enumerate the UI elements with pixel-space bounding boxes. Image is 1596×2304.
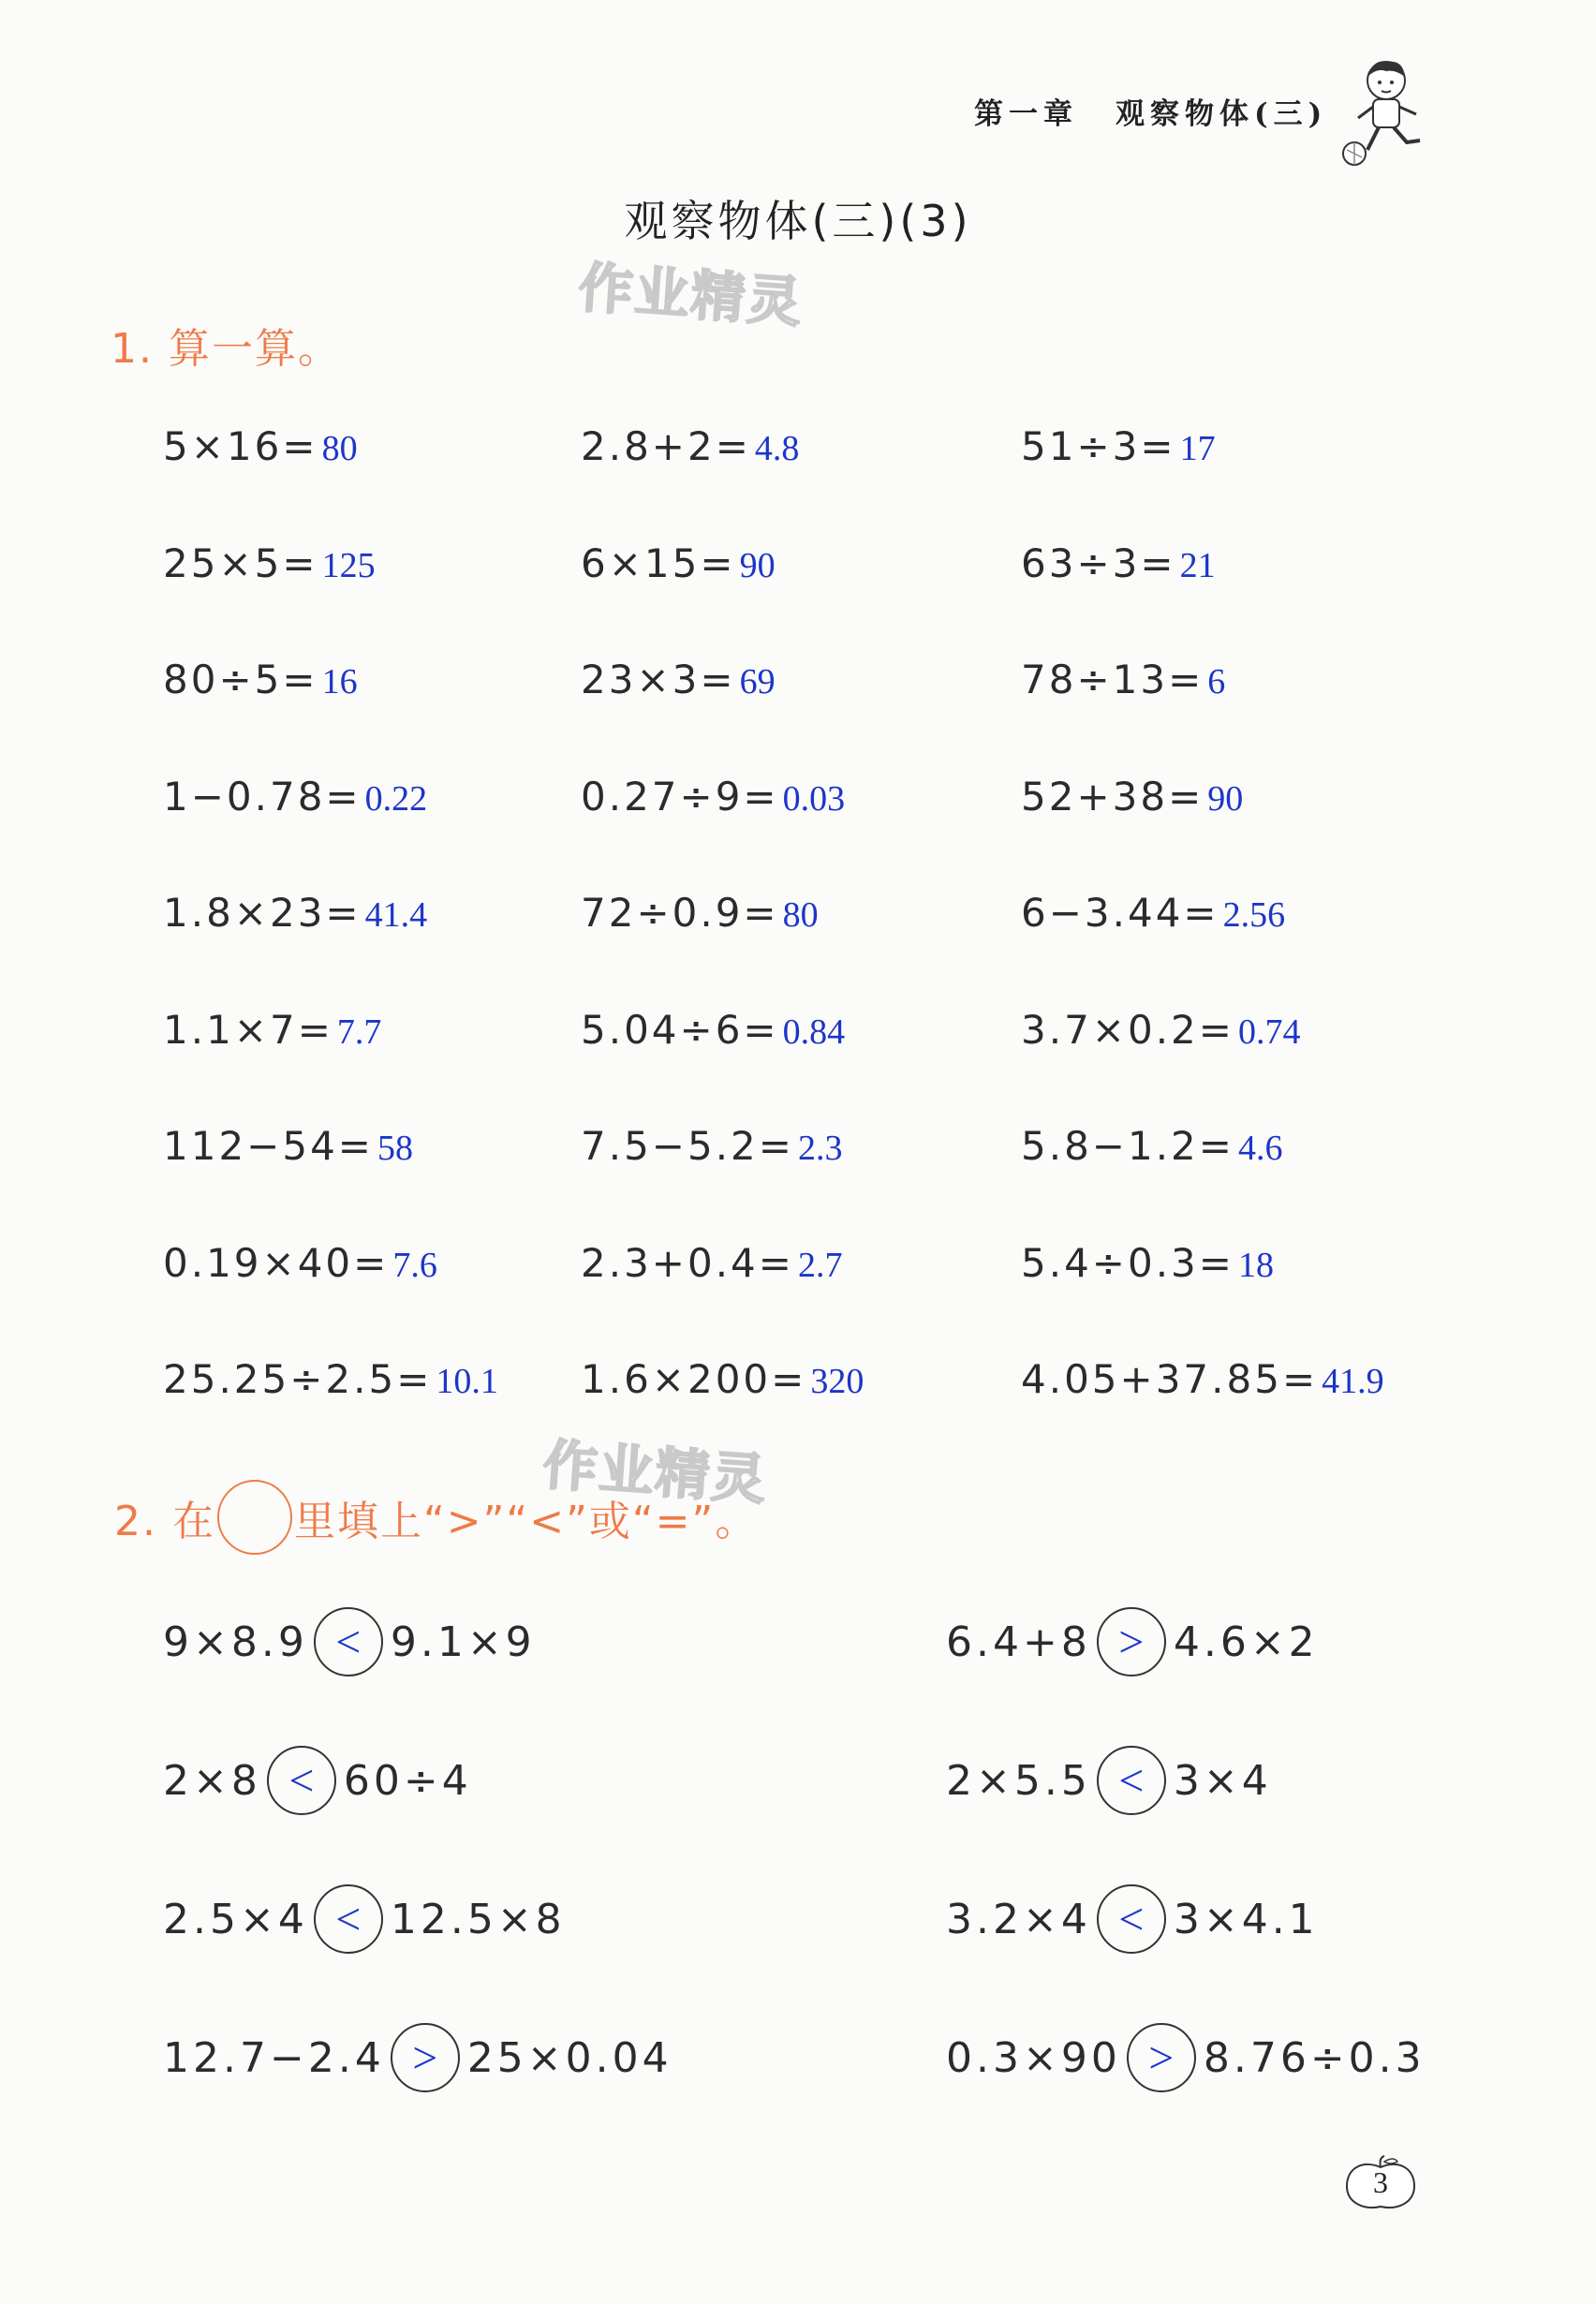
comparison-item bbox=[946, 1607, 1319, 1676]
problem-answer: 90 bbox=[1207, 778, 1244, 819]
problem-answer: 2.7 bbox=[797, 1245, 843, 1285]
calc-problem bbox=[1021, 1007, 1300, 1053]
page-title: 观察物体(三)(3) bbox=[624, 196, 972, 246]
problem-answer: 125 bbox=[321, 545, 376, 585]
comparison-sign: < bbox=[1097, 1746, 1166, 1815]
problem-answer: 2.56 bbox=[1222, 895, 1286, 935]
problem-answer: 2.3 bbox=[797, 1129, 843, 1168]
topic-label: 观察物体(三) bbox=[1116, 97, 1328, 131]
comparison-item bbox=[163, 1884, 566, 1954]
problem-expression: 23×3= bbox=[581, 657, 736, 702]
problem-answer: 4.8 bbox=[754, 429, 800, 468]
problem-answer: 18 bbox=[1237, 1245, 1274, 1285]
watermark: 作业精灵 bbox=[576, 255, 805, 335]
comparison-right: 12.5×8 bbox=[390, 1895, 566, 1943]
problem-expression: 25.25÷2.5= bbox=[163, 1356, 433, 1402]
problem-expression: 1.1×7= bbox=[163, 1006, 333, 1053]
problem-expression: 2.3+0.4= bbox=[581, 1239, 794, 1286]
comparison-left: 2.5×4 bbox=[163, 1895, 308, 1943]
problem-answer: 80 bbox=[782, 895, 819, 935]
problem-answer: 90 bbox=[739, 545, 776, 585]
problem-answer: 4.6 bbox=[1237, 1129, 1283, 1168]
calc-problem bbox=[581, 540, 776, 586]
watermark: 作业精灵 bbox=[540, 1432, 770, 1513]
comparison-item bbox=[163, 2023, 672, 2092]
calc-problem bbox=[581, 1356, 864, 1402]
section-2-title-prefix: 2. 在 bbox=[114, 1498, 215, 1545]
problem-expression: 80÷5= bbox=[163, 657, 318, 702]
calc-problem bbox=[581, 890, 819, 936]
problem-expression: 1−0.78= bbox=[163, 773, 362, 820]
problem-expression: 4.05+37.85= bbox=[1021, 1356, 1319, 1402]
calc-problem bbox=[163, 774, 427, 820]
problem-answer: 41.4 bbox=[364, 895, 428, 935]
calc-problem bbox=[581, 1007, 845, 1053]
comparison-left: 6.4+8 bbox=[946, 1617, 1091, 1666]
calc-problem bbox=[581, 423, 799, 469]
comparison-left: 3.2×4 bbox=[946, 1895, 1091, 1943]
problem-answer: 7.6 bbox=[392, 1245, 437, 1285]
comparison-item bbox=[946, 1884, 1319, 1954]
calc-problem bbox=[581, 657, 776, 702]
calc-problem bbox=[1021, 1123, 1282, 1169]
problem-answer: 17 bbox=[1179, 429, 1216, 468]
comparison-sign: < bbox=[1097, 1884, 1166, 1954]
problem-expression: 5.8−1.2= bbox=[1021, 1123, 1234, 1169]
calc-problem bbox=[581, 1240, 842, 1286]
calc-problem bbox=[1021, 1240, 1274, 1286]
comparison-left: 2×8 bbox=[163, 1756, 261, 1805]
problem-answer: 0.84 bbox=[782, 1012, 846, 1052]
comparison-sign: > bbox=[391, 2023, 460, 2092]
calc-problem bbox=[163, 657, 358, 702]
problem-expression: 5×16= bbox=[163, 423, 318, 469]
problem-expression: 63÷3= bbox=[1021, 539, 1176, 586]
problem-answer: 0.74 bbox=[1237, 1012, 1301, 1052]
problem-expression: 5.4÷0.3= bbox=[1021, 1239, 1234, 1286]
problem-answer: 41.9 bbox=[1322, 1362, 1384, 1401]
problem-expression: 5.04÷6= bbox=[581, 1006, 779, 1053]
boy-mascot-icon bbox=[1330, 52, 1452, 174]
comparison-left: 2×5.5 bbox=[946, 1756, 1091, 1805]
section-2-title-suffix: 里填上“>”“<”或“=”。 bbox=[293, 1498, 759, 1545]
calc-problem bbox=[163, 423, 358, 469]
section-2-title bbox=[114, 1480, 758, 1555]
comparison-sign: < bbox=[267, 1746, 336, 1815]
calc-problem bbox=[163, 540, 376, 586]
calc-problem bbox=[163, 890, 427, 936]
problem-expression: 52+38= bbox=[1021, 773, 1204, 820]
problem-answer: 0.03 bbox=[782, 778, 846, 819]
problem-expression: 0.27÷9= bbox=[581, 773, 779, 820]
problem-answer: 10.1 bbox=[436, 1362, 498, 1401]
problem-answer: 0.22 bbox=[364, 778, 428, 819]
comparison-right: 4.6×2 bbox=[1173, 1617, 1319, 1666]
problem-expression: 78÷13= bbox=[1021, 657, 1204, 702]
problem-expression: 1.8×23= bbox=[163, 890, 362, 936]
comparison-right: 8.76÷0.3 bbox=[1203, 2033, 1426, 2082]
blank-circle-icon bbox=[217, 1480, 292, 1555]
chapter-label: 第一章 bbox=[974, 97, 1078, 131]
problem-answer: 16 bbox=[321, 662, 358, 702]
problem-expression: 112−54= bbox=[163, 1123, 374, 1169]
calc-problem bbox=[1021, 657, 1225, 702]
calc-problem bbox=[163, 1356, 498, 1402]
comparison-right: 3×4.1 bbox=[1173, 1895, 1319, 1943]
calc-problem bbox=[581, 1123, 842, 1169]
calc-problem bbox=[1021, 774, 1243, 820]
problem-answer: 320 bbox=[810, 1362, 864, 1401]
problem-expression: 6−3.44= bbox=[1021, 890, 1219, 936]
comparison-sign: > bbox=[1127, 2023, 1196, 2092]
problem-expression: 2.8+2= bbox=[581, 423, 751, 469]
comparison-left: 12.7−2.4 bbox=[163, 2033, 385, 2082]
calc-problem bbox=[581, 774, 845, 820]
page-number: 3 bbox=[1373, 2165, 1388, 2199]
comparison-left: 0.3×90 bbox=[946, 2033, 1121, 2082]
problem-answer: 21 bbox=[1179, 545, 1216, 585]
chapter-header bbox=[974, 90, 1327, 132]
problem-expression: 1.6×200= bbox=[581, 1356, 807, 1402]
comparison-left: 9×8.9 bbox=[163, 1617, 308, 1666]
problem-answer: 58 bbox=[377, 1129, 413, 1168]
problem-expression: 0.19×40= bbox=[163, 1239, 390, 1286]
comparison-right: 25×0.04 bbox=[466, 2033, 672, 2082]
problem-expression: 72÷0.9= bbox=[581, 890, 779, 936]
comparison-sign: > bbox=[1097, 1607, 1166, 1676]
problem-answer: 7.7 bbox=[336, 1012, 382, 1052]
comparison-item bbox=[163, 1607, 536, 1676]
problem-expression: 25×5= bbox=[163, 539, 318, 586]
problem-expression: 3.7×0.2= bbox=[1021, 1006, 1234, 1053]
problem-expression: 7.5−5.2= bbox=[581, 1123, 794, 1169]
comparison-right: 9.1×9 bbox=[390, 1617, 536, 1666]
calc-problem bbox=[163, 1240, 437, 1286]
problem-expression: 51÷3= bbox=[1021, 423, 1176, 469]
calc-problem bbox=[1021, 423, 1216, 469]
problem-answer: 6 bbox=[1207, 662, 1226, 702]
page-number-badge bbox=[1341, 2154, 1420, 2212]
comparison-item bbox=[163, 1746, 472, 1815]
calc-problem bbox=[163, 1123, 413, 1169]
problem-answer: 69 bbox=[739, 662, 776, 702]
problem-answer: 80 bbox=[321, 429, 358, 468]
comparison-sign: < bbox=[314, 1884, 383, 1954]
comparison-sign: < bbox=[314, 1607, 383, 1676]
comparison-right: 60÷4 bbox=[343, 1756, 472, 1805]
section-1-title: 1. 算一算。 bbox=[111, 325, 341, 373]
comparison-item bbox=[946, 1746, 1272, 1815]
comparison-item bbox=[946, 2023, 1426, 2092]
calc-problem bbox=[1021, 1356, 1384, 1402]
calc-problem bbox=[1021, 890, 1285, 936]
comparison-right: 3×4 bbox=[1173, 1756, 1272, 1805]
calc-problem bbox=[163, 1007, 381, 1053]
calc-problem bbox=[1021, 540, 1216, 586]
problem-expression: 6×15= bbox=[581, 539, 736, 586]
